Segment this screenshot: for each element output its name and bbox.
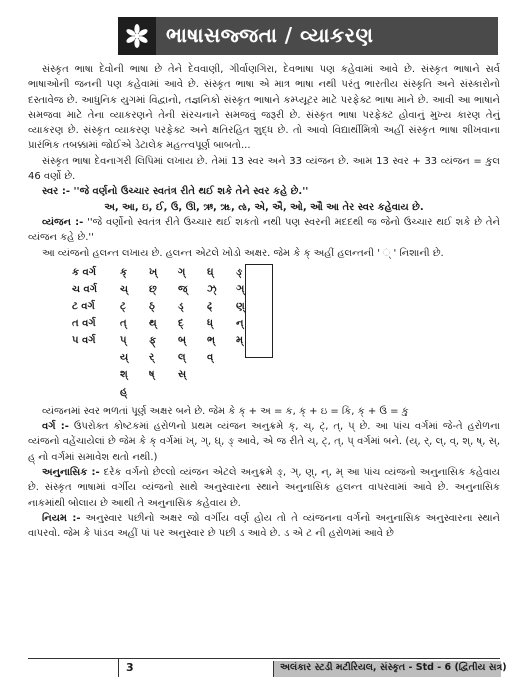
consonant-cell: ન્ [236, 317, 244, 329]
consonant-cell: ખ્ [149, 266, 158, 278]
varg-name-cell: ત વર્ગ [72, 317, 96, 329]
varg-name-cell [72, 349, 120, 366]
consonant-cell: ઠ્ [149, 300, 155, 312]
consonant-cell [236, 383, 265, 400]
consonant-cell: ગ્ [178, 266, 186, 278]
vyanjan-definition-text: ''જે વર્ણોનો સ્વતંત્ર રીતે ઉચ્ચાર થઈ શકતો નથી પણ સ્વરની મદદથી જ જેનો ઉચ્ચાર થઈ શકે છે તેને વ્યંજન કહે છે.'' [28, 216, 500, 244]
table-row [72, 298, 265, 315]
anunasik-label: અનુનાસિક :- [42, 467, 100, 479]
intro-paragraph: સંસ્કૃત ભાષા દેવોની ભાષા છે તેને દેવવાણી, ગીર્વાણગિરા, દેવભાષા પણ કહેવામાં આવે છે. સંસ્કૃત ભાષાને સર્વ ભાષાઓની જનની પણ કહેવામાં આવે છે. સંસ્કૃત ભાષા એ માત્ર ભાષા નથી પરંતુ ભારતીય સંસ્કૃતિ અને સંસ્કારોનો દસ્તાવેજ છે. આધુનિક યુગમાં વિદ્વાનો, તજ્ઞનિકો સંસ્કૃત ભાષાને કમ્પ્યૂટર માટે પરફેક્ટ ભાષા માને છે. આવી આ ભાષાને સમજવા માટે તેના વ્યાકરણને તેની સંરચનાને સમજવું જરૂરી છે. સંસ્કૃત ભાષા પરફેક્ટ હોવાનું મુખ્ય કારણ તેનું વ્યાકરણ છે. સંસ્કૃત વ્યાકરણ પરફેક્ટ અને ક્ષતિરહિત શુદ્ધ છે. તો આવો વિદ્યાર્થીમિત્રો અહીં સંસ્કૃત ભાષા શીખવાના પ્રારંભિક તબક્કામાં જોઈએ ડેટાલેક મહત્ત્વપૂર્ણ બાબતો... [28, 64, 500, 152]
table-row [72, 281, 265, 298]
svar-list: અ, આ, ઇ, ઈ, ઉ, ઊ, ઋ, ૠ, ઌ, એ, ઐ, ઓ, ઔ આ તેર સ્વર કહેવાય છે. [104, 201, 424, 213]
asterisk-flower-icon [118, 17, 156, 55]
footer-bar [273, 661, 507, 677]
consonant-cell: મ્ [236, 334, 244, 346]
vyanjan-label: વ્યંજન :- [42, 216, 84, 228]
varg-name-cell: ક વર્ગ [72, 266, 97, 278]
consonant-cell [178, 383, 207, 400]
varg-label: વર્ગ :- [42, 421, 69, 433]
consonant-cell: ઝ્ [207, 283, 217, 295]
consonant-cell: ષ્ [149, 368, 155, 380]
varg-paragraph [28, 419, 500, 465]
consonant-cell: બ્ [178, 334, 187, 346]
consonant-cell: ક્ [120, 266, 128, 278]
svar-definition [28, 184, 500, 199]
consonant-cell: શ્ [120, 368, 128, 380]
consonant-table-area [28, 264, 500, 402]
consonant-cell: ઙ્ [236, 266, 243, 278]
niyam-label: નિયમ :- [42, 512, 81, 524]
niyam-paragraph [28, 511, 500, 542]
book-title: અલંકાર સ્ટડી મટીરિયલ, સંસ્કૃત - Std - 6 (દ્વિતીય સત્ર) [280, 662, 507, 673]
table-row [72, 332, 265, 349]
consonant-cell: ઘ્ [207, 266, 214, 278]
lipi-paragraph: સંસ્કૃત ભાષા દેવનાગરી લિપિમાં લખાય છે. તેમાં 13 સ્વર અને 33 વ્યંજન છે. આમ 13 સ્વર + 33 વ્યંજન = કુલ 46 વર્ણો છે. [28, 155, 500, 183]
consonant-cell: પ્ [120, 334, 127, 346]
consonant-cell: દ્ [178, 317, 184, 329]
consonant-cell: ઞ્ [236, 283, 245, 295]
halant-line: આ વ્યંજનો હલન્ત લખાય છે. હલન્ત એટલે ખોડો અક્ષર. જેમ કે ક્ અહીં હલન્તની ' ્ ' નિશાની છે. [42, 247, 444, 259]
consonant-cell: ધ્ [207, 317, 213, 329]
varg-name-cell [72, 383, 120, 400]
varg-name-cell: પ વર્ગ [72, 334, 96, 346]
table-row [72, 366, 265, 383]
consonant-cell: ચ્ [120, 283, 128, 295]
consonant-cell [149, 383, 178, 400]
consonant-cell: ત્ [120, 317, 127, 329]
varg-name-cell: ટ વર્ગ [72, 300, 95, 312]
main-content [28, 62, 500, 542]
page-title: ભાષાસજ્જતા / વ્યાકરણ [166, 23, 374, 47]
consonant-cell: છ્ [149, 283, 157, 295]
consonant-cell [236, 366, 265, 383]
consonant-cell: સ્ [178, 368, 187, 380]
consonant-cell: હ્ [120, 385, 128, 397]
consonant-cell: ટ્ [120, 300, 126, 312]
table-row [72, 349, 265, 366]
consonant-cell: લ્ [178, 351, 186, 363]
consonant-cell: થ્ [149, 317, 157, 329]
consonant-cell: વ્ [207, 351, 214, 363]
swar-join-line: વ્યંજનમાં સ્વર ભળતાં પૂર્ણ અક્ષર બને છે. જેમ કે ક્ + અ = ક, ક્ + ઇ = કિ, ક્ + ઉ = કુ [42, 405, 409, 417]
consonant-cell: ડ્ [178, 300, 184, 312]
page-footer [28, 658, 507, 679]
page-number: 3 [126, 661, 134, 674]
vyanjan-definition [28, 215, 500, 246]
consonant-cell: ર્ [149, 351, 155, 363]
anunasik-paragraph [28, 465, 500, 511]
consonant-cell: ઢ્ [207, 300, 212, 312]
consonant-cell [207, 366, 236, 383]
consonant-cell: જ્ [178, 283, 188, 295]
varg-text: ઉપરોક્ત કોષ્ટકમાં હરોળનો પ્રથમ વ્યંજન અનુક્રમે ક્, ચ્, ટ્, ત્, પ્ છે. આ પાંચ વર્ગમાં જે-તે હરોળના વ્યંજનો વહેંચાયેલાં છે જેમ કે ક્ વર્ગમાં ખ્, ગ્, ઘ્, ઙ્ આવે, એ જ રીતે ચ્, ટ્, ત્, પ્ વર્ગમાં બને. (ય્, ર્, લ્, વ્, શ્, ષ્, સ્, હ્ નો વર્ગમાં સમાવેશ થતો નથી.) [28, 421, 500, 463]
table-row [72, 264, 265, 281]
page-header [118, 17, 498, 55]
svar-definition-text: ''જે વર્ણનો ઉચ્ચાર સ્વતંત્ર રીતે થઈ શકે તેને સ્વર કહે છે.'' [69, 186, 309, 198]
svar-label: સ્વર :- [42, 186, 70, 198]
varg-name-cell: ચ વર્ગ [72, 283, 98, 295]
consonant-cell: ણ્ [236, 300, 245, 312]
footer-rule [28, 659, 119, 677]
anunasik-text: દરેક વર્ગનો છેલ્લો વ્યંજન એટલે અનુક્રમે ઙ્, ઞ્, ણ્, ન્, મ્ આ પાંચ વ્યંજનો અનુનાસિક કહેવાય છે. સંસ્કૃત ભાષામાં વર્ગીય વ્યંજનો સાથે અનુસ્વારના સ્થાને અનુનાસિક હલન્ત વાપરવામાં આવે છે. અનુનાસિક નાકમાંથી બોલાય છે આથી તે અનુનાસિક કહેવાય છે. [28, 467, 500, 509]
anunasik-highlight-box [245, 264, 273, 358]
consonant-cell: ય્ [120, 351, 129, 363]
table-row [72, 315, 265, 332]
consonant-cell: ફ્ [149, 334, 157, 346]
niyam-text: અનુસ્વાર પછીનો અક્ષર જો વર્ગીય વર્ણ હોય તો તે વ્યંજનના વર્ગનો અનુનાસિક અનુસ્વારના સ્થાને વાપરવો. જેમ કે પાંડવ અહીં પાં પર અનુસ્વાર છે પછી ડ આવે છે. ડ એ ટ ની હરોળમાં આવે છે [28, 512, 500, 540]
consonant-cell: ભ્ [207, 334, 215, 346]
consonant-table [72, 264, 265, 400]
table-row [72, 383, 265, 400]
varg-name-cell [72, 366, 120, 383]
consonant-cell [207, 383, 236, 400]
